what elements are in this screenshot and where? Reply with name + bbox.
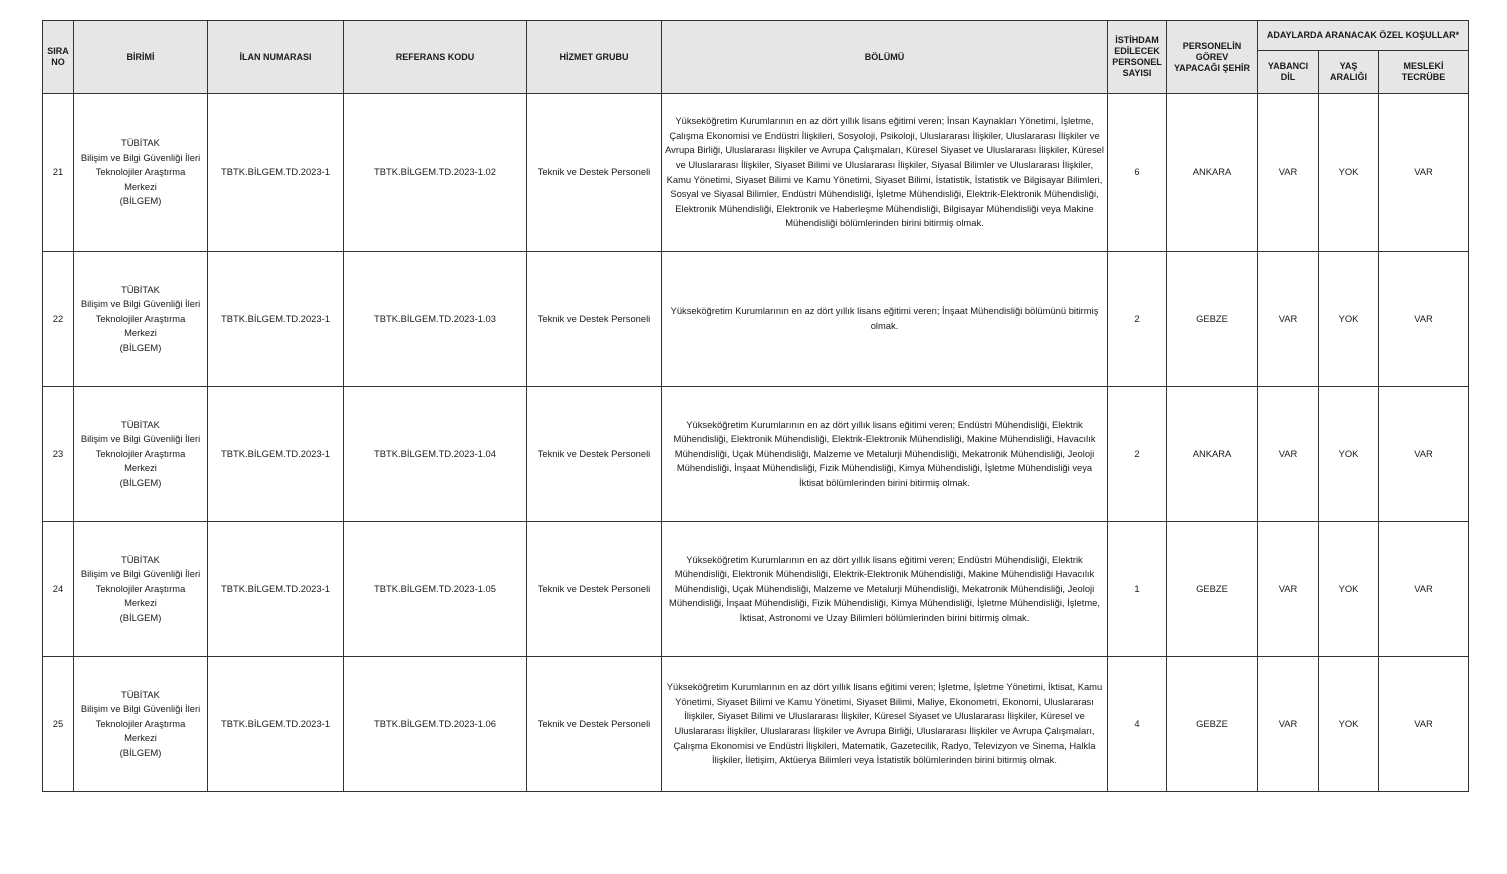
cell-yas-araligi: YOK: [1319, 387, 1379, 522]
cell-gorev-sehir: GEBZE: [1167, 522, 1258, 657]
col-header-ozel-kosullar: ADAYLARDA ARANACAK ÖZEL KOŞULLAR*: [1258, 21, 1469, 51]
table-row: [43, 252, 1469, 387]
cell-yabanci-dil: VAR: [1258, 252, 1319, 387]
cell-ilan-numarasi: TBTK.BİLGEM.TD.2023-1: [208, 387, 344, 522]
cell-hizmet-grubu: Teknik ve Destek Personeli: [527, 252, 662, 387]
cell-gorev-sehir: ANKARA: [1167, 387, 1258, 522]
table-row: [43, 522, 1469, 657]
cell-referans-kodu: TBTK.BİLGEM.TD.2023-1.02: [344, 94, 527, 252]
cell-referans-kodu: TBTK.BİLGEM.TD.2023-1.05: [344, 522, 527, 657]
cell-personel-sayisi: 1: [1108, 522, 1167, 657]
cell-bolumu: Yükseköğretim Kurumlarının en az dört yıllık lisans eğitimi veren; İnsan Kaynakları Yönetimi, İşletme, Çalışma Ekonomisi ve Endüstri İlişkileri, Sosyoloji, Psikoloji, Uluslararası İlişkiler, Uluslararası İlişkiler ve Avrupa Birliği, Uluslararası İlişkiler ve Avrupa Çalışmaları, Küresel Siyaset ve Uluslararası İlişkiler, Küresel ve Uluslararası İlişkiler, Siyaset Bilimi ve Uluslararası İlişkiler, Siyasal Bilimler ve Uluslararası İlişkiler, Kamu Yönetimi, Siyaset Bilimi ve Kamu Yönetimi, Siyaset Bilimi, İstatistik, İstatistik ve Bilgisayar Bilimleri, Sosyal ve Siyasal Bilimler, Endüstri Mühendisliği, İşletme Mühendisliği, Elektrik-Elektronik Mühendisliği, Elektronik Mühendisliği, Elektronik ve Haberleşme Mühendisliği, Bilgisayar Mühendisliği veya Makine Mühendisliği bölümlerinden birini bitirmiş olmak.: [662, 94, 1108, 252]
cell-mesleki-tecrube: VAR: [1379, 522, 1469, 657]
cell-personel-sayisi: 2: [1108, 252, 1167, 387]
cell-gorev-sehir: GEBZE: [1167, 657, 1258, 792]
cell-personel-sayisi: 4: [1108, 657, 1167, 792]
cell-gorev-sehir: GEBZE: [1167, 252, 1258, 387]
col-header-yabanci-dil: YABANCI DİL: [1258, 51, 1319, 94]
cell-ilan-numarasi: TBTK.BİLGEM.TD.2023-1: [208, 657, 344, 792]
cell-yas-araligi: YOK: [1319, 522, 1379, 657]
cell-sira-no: 25: [43, 657, 74, 792]
cell-mesleki-tecrube: VAR: [1379, 252, 1469, 387]
job-postings-table: [42, 20, 1469, 792]
cell-ilan-numarasi: TBTK.BİLGEM.TD.2023-1: [208, 522, 344, 657]
col-header-gorev-sehir: PERSONELİN GÖREV YAPACAĞI ŞEHİR: [1167, 21, 1258, 94]
cell-yabanci-dil: VAR: [1258, 387, 1319, 522]
cell-hizmet-grubu: Teknik ve Destek Personeli: [527, 94, 662, 252]
cell-bolumu: Yükseköğretim Kurumlarının en az dört yıllık lisans eğitimi veren; Endüstri Mühendisliği, Elektrik Mühendisliği, Elektronik Mühendisliği, Elektrik-Elektronik Mühendisliği, Makine Mühendisliği, Havacılık Mühendisliği, Uçak Mühendisliği, Malzeme ve Metalurji Mühendisliği, Mekatronik Mühendisliği, Jeoloji Mühendisliği, İnşaat Mühendisliği, Fizik Mühendisliği, Kimya Mühendisliği, İşletme Mühendisliği veya İktisat bölümlerinden birini bitirmiş olmak.: [662, 387, 1108, 522]
cell-sira-no: 22: [43, 252, 74, 387]
cell-ilan-numarasi: TBTK.BİLGEM.TD.2023-1: [208, 252, 344, 387]
cell-bolumu: Yükseköğretim Kurumlarının en az dört yıllık lisans eğitimi veren; İşletme, İşletme Yönetimi, İktisat, Kamu Yönetimi, Siyaset Bilimi ve Kamu Yönetimi, Siyaset Bilimi, Maliye, Ekonometri, Ekonomi, Uluslararası İlişkiler, Siyaset Bilimi ve Uluslararası İlişkiler, Küresel Siyaset ve Uluslararası İlişkiler, Küresel ve Uluslararası İlişkiler, Uluslararası İlişkiler ve Avrupa Birliği, Uluslararası İlişkiler ve Avrupa Çalışmaları, Çalışma Ekonomisi ve Endüstri İlişkileri, Matematik, Gazetecilik, Radyo, Televizyon ve Sinema, Halkla İlişkiler, İletişim, Aktüerya Bilimleri veya İstatistik bölümlerinden birini bitirmiş olmak.: [662, 657, 1108, 792]
table-row: [43, 657, 1469, 792]
cell-ilan-numarasi: TBTK.BİLGEM.TD.2023-1: [208, 94, 344, 252]
cell-personel-sayisi: 6: [1108, 94, 1167, 252]
cell-bolumu: Yükseköğretim Kurumlarının en az dört yıllık lisans eğitimi veren; Endüstri Mühendisliği, Elektrik Mühendisliği, Elektronik Mühendisliği, Elektrik-Elektronik Mühendisliği, Makine Mühendisliği Havacılık Mühendisliği, Uçak Mühendisliği, Malzeme ve Metalurji Mühendisliği, Mekatronik Mühendisliği, Jeoloji Mühendisliği, İnşaat Mühendisliği, Fizik Mühendisliği, Kimya Mühendisliği, İşletme Mühendisliği, İşletme, İktisat, Astronomi ve Uzay Bilimleri bölümlerinden birini bitirmiş olmak.: [662, 522, 1108, 657]
table-row: [43, 94, 1469, 252]
col-header-referans-kodu: REFERANS KODU: [344, 21, 527, 94]
cell-referans-kodu: TBTK.BİLGEM.TD.2023-1.06: [344, 657, 527, 792]
cell-birim: TÜBİTAK Bilişim ve Bilgi Güvenliği İleri Teknolojiler Araştırma Merkezi (BİLGEM): [74, 387, 208, 522]
cell-referans-kodu: TBTK.BİLGEM.TD.2023-1.04: [344, 387, 527, 522]
cell-hizmet-grubu: Teknik ve Destek Personeli: [527, 387, 662, 522]
cell-birim: TÜBİTAK Bilişim ve Bilgi Güvenliği İleri Teknolojiler Araştırma Merkezi (BİLGEM): [74, 252, 208, 387]
cell-personel-sayisi: 2: [1108, 387, 1167, 522]
col-header-birimi: BİRİMİ: [74, 21, 208, 94]
cell-sira-no: 21: [43, 94, 74, 252]
cell-birim: TÜBİTAK Bilişim ve Bilgi Güvenliği İleri Teknolojiler Araştırma Merkezi (BİLGEM): [74, 94, 208, 252]
cell-birim: TÜBİTAK Bilişim ve Bilgi Güvenliği İleri Teknolojiler Araştırma Merkezi (BİLGEM): [74, 522, 208, 657]
cell-sira-no: 24: [43, 522, 74, 657]
cell-gorev-sehir: ANKARA: [1167, 94, 1258, 252]
cell-yabanci-dil: VAR: [1258, 94, 1319, 252]
col-header-mesleki-tecrube: MESLEKİ TECRÜBE: [1379, 51, 1469, 94]
cell-yabanci-dil: VAR: [1258, 522, 1319, 657]
cell-hizmet-grubu: Teknik ve Destek Personeli: [527, 522, 662, 657]
cell-birim: TÜBİTAK Bilişim ve Bilgi Güvenliği İleri Teknolojiler Araştırma Merkezi (BİLGEM): [74, 657, 208, 792]
cell-yas-araligi: YOK: [1319, 657, 1379, 792]
col-header-bolumu: BÖLÜMÜ: [662, 21, 1108, 94]
cell-mesleki-tecrube: VAR: [1379, 387, 1469, 522]
cell-yabanci-dil: VAR: [1258, 657, 1319, 792]
col-header-ilan-numarasi: İLAN NUMARASI: [208, 21, 344, 94]
col-header-yas-araligi: YAŞ ARALIĞI: [1319, 51, 1379, 94]
cell-referans-kodu: TBTK.BİLGEM.TD.2023-1.03: [344, 252, 527, 387]
cell-mesleki-tecrube: VAR: [1379, 657, 1469, 792]
cell-yas-araligi: YOK: [1319, 252, 1379, 387]
cell-sira-no: 23: [43, 387, 74, 522]
cell-hizmet-grubu: Teknik ve Destek Personeli: [527, 657, 662, 792]
table-row: [43, 387, 1469, 522]
cell-bolumu: Yükseköğretim Kurumlarının en az dört yıllık lisans eğitimi veren; İnşaat Mühendisliği bölümünü bitirmiş olmak.: [662, 252, 1108, 387]
cell-mesleki-tecrube: VAR: [1379, 94, 1469, 252]
cell-yas-araligi: YOK: [1319, 94, 1379, 252]
col-header-hizmet-grubu: HİZMET GRUBU: [527, 21, 662, 94]
header-row: [43, 21, 1469, 51]
col-header-personel-sayisi: İSTİHDAM EDİLECEK PERSONEL SAYISI: [1108, 21, 1167, 94]
col-header-sira-no: SIRA NO: [43, 21, 74, 94]
